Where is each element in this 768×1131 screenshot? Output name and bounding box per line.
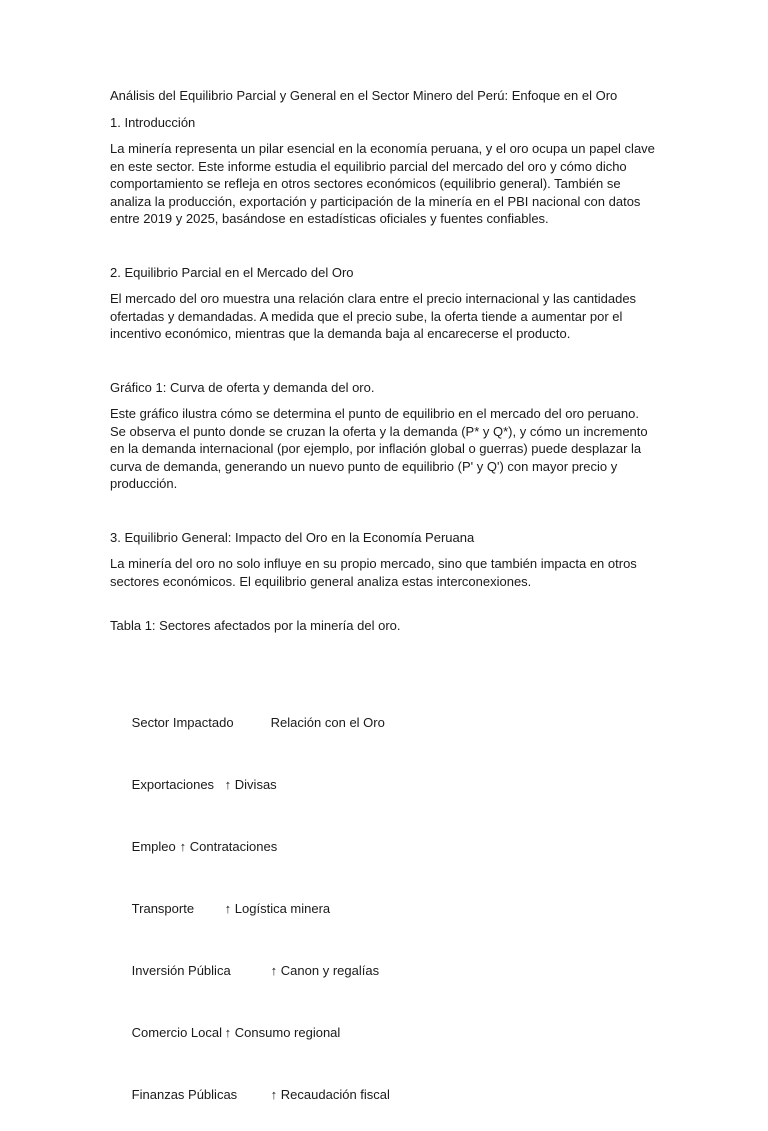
row-relation: ↑ Contrataciones	[179, 839, 278, 854]
table-row	[110, 1069, 655, 1122]
intro-heading: 1. Introducción	[110, 114, 196, 130]
row-sector: Finanzas Públicas	[131, 1087, 238, 1102]
row-relation: ↑ Consumo regional	[224, 1025, 341, 1040]
partial-equilibrium-heading: 2. Equilibrio Parcial en el Mercado del Oro	[110, 264, 354, 280]
intro-paragraph: La minería representa un pilar esencial en la economía peruana, y el oro ocupa un papel clave en este sector. Este informe estudia el equilibrio parcial del mercado del oro y cómo dicho comportamiento se refleja en otros sectores económicos (equilibrio general). También se analiza la producción, exportación y participación de la minería en el PBI nacional con datos entre 2019 y 2025, basándose en estadísticas oficiales y fuentes confiables.	[110, 141, 655, 226]
document-title: Análisis del Equilibrio Parcial y General en el Sector Minero del Perú: Enfoque en el Oro	[110, 88, 618, 103]
chart-description-paragraph: Este gráfico ilustra cómo se determina el punto de equilibrio en el mercado del oro peruano. Se observa el punto donde se cruzan la oferta y la demanda (P* y Q*), y cómo un incremento en la demanda internacional (por ejemplo, por inflación global o guerras) puede desplazar la curva de demanda, generando un nuevo punto de equilibrio (P' y Q') con mayor precio y producción.	[110, 406, 648, 491]
general-equilibrium-paragraph: La minería del oro no solo influye en su propio mercado, sino que también impacta en otros sectores económicos. El equilibrio general analiza estas interconexiones.	[110, 556, 637, 589]
row-relation: ↑ Logística minera	[224, 901, 331, 916]
chart-caption: Gráfico 1: Curva de oferta y demanda del oro.	[110, 379, 375, 395]
row-sector: Inversión Pública	[131, 963, 231, 978]
table-row	[110, 821, 655, 874]
table-header-row	[110, 697, 655, 750]
header-relation: Relación con el Oro	[270, 715, 385, 730]
general-equilibrium-heading: 3. Equilibrio General: Impacto del Oro en la Economía Peruana	[110, 529, 475, 545]
header-sector: Sector Impactado	[131, 715, 234, 730]
table-row	[110, 1007, 655, 1060]
table-row	[110, 759, 655, 812]
table-row	[110, 945, 655, 998]
partial-equilibrium-paragraph: El mercado del oro muestra una relación clara entre el precio internacional y las cantidades ofertadas y demandadas. A medida que el precio sube, la oferta tiende a aumentar por el incentivo económico, mientras que la demanda baja al encarecerse el producto.	[110, 291, 637, 341]
row-relation: ↑ Recaudación fiscal	[270, 1087, 390, 1102]
row-relation: ↑ Canon y regalías	[270, 963, 380, 978]
row-sector: Transporte	[131, 901, 195, 916]
table-row	[110, 883, 655, 936]
row-relation: ↑ Divisas	[224, 777, 277, 792]
row-sector: Exportaciones	[131, 777, 215, 792]
document-page	[110, 87, 655, 1131]
row-sector: Comercio Local	[131, 1025, 222, 1040]
table-caption: Tabla 1: Sectores afectados por la minería del oro.	[110, 618, 401, 633]
sectors-table	[110, 697, 655, 1122]
row-sector: Empleo	[131, 839, 176, 854]
